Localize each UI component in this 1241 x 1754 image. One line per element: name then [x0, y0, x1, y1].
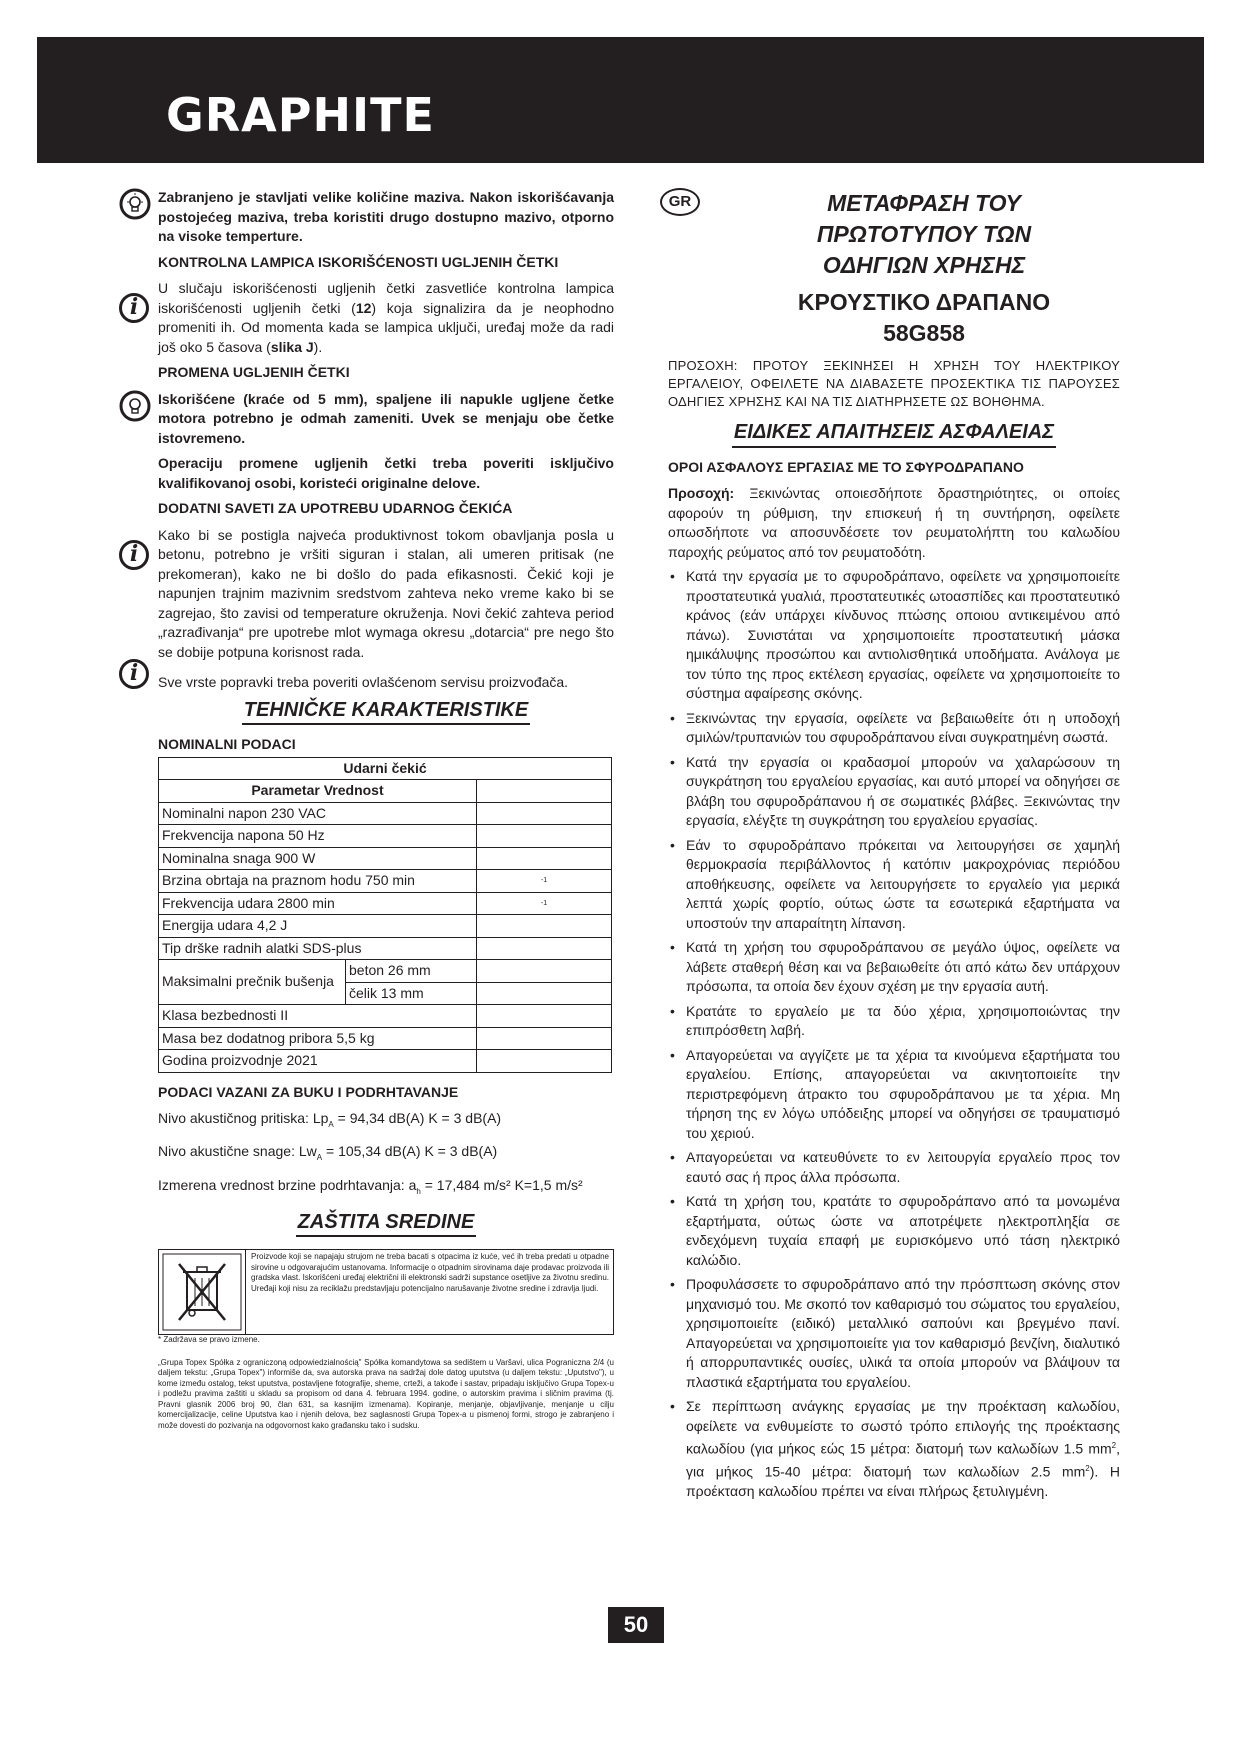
table-row: Nominalni napon 230 VAC	[159, 802, 612, 825]
info-icon: i	[119, 293, 149, 323]
lamp-block	[129, 279, 615, 357]
lube-note: Zabranjeno je stavljati velike količine maziva. Nakon iskorišćavanja postojećeg maziva, treba koristiti drugo dostupno mazivo, otporno na visoke temperture.	[158, 189, 614, 244]
tips-paragraph: Kako bi se postigla najveća produktivnost tokom obavljanja posla u betonu, potrebno je vršiti siguran i stalan, ali umeren pritisak (ne prekomeran), kako ne bi došlo do pada efikasnosti. Čekić koji je napunjen trajnim mazivnim sredstvom zahteva neko vreme kako bi se zagrejao, što zavisi od temperature okruženja. Novi čekić zahteva period „razrađivanja“ pre upotrebe mlot wymaga okresu „dotarcia“ pre nego što se dobije potpuna korisnost rada.	[158, 526, 614, 660]
table-row: Maksimalni prečnik bušenja beton 26 mm	[159, 960, 612, 983]
table-row: Nominalna snaga 900 W	[159, 847, 612, 870]
service-block	[129, 660, 614, 693]
table-row: Tip drške radnih alatki SDS-plus	[159, 937, 612, 960]
safety-list	[668, 567, 1120, 1502]
safety-title: ΕΙΔΙΚΕΣ ΑΠΑΙΤΗΣΕΙΣ ΑΣΦΑΛΕΙΑΣ	[668, 423, 1120, 448]
list-item: • Κατά τη χρήση του σφυροδράπανου σε μεγάλο ύψος, οφείλετε να λάβετε σταθερή θέση και να βεβαιωθείτε ότι από κάτω δεν υπάρχουν πρόσωπα, τα οποία δεν έχουν σχέση με την εργασία αυτή.	[686, 938, 1120, 997]
brand-logo: GRAPHITE	[166, 88, 435, 142]
lightbulb-icon	[119, 390, 151, 428]
service-paragraph: Sve vrste popravki treba poveriti ovlašćenom servisu proizvođača.	[158, 674, 569, 690]
vibration: Izmerena vrednost brzine podrhtavanja: $a_h = 17,484$ m/s² K=1,5 m/s²	[158, 1176, 583, 1196]
lamp-heading: KONTROLNA LAMPICA ISKORIŠĆENOSTI UGLJENIH ČETKI	[158, 253, 559, 270]
product-title: ΚΡΟΥΣΤΙΚΟ ΔΡΑΠΑΝΟ 58G858	[797, 289, 1051, 346]
table-header: Parametar Vrednost	[159, 780, 477, 803]
warning-text: ΠΡΟΣΟΧΗ: ΠΡΟΤΟΥ ΞΕΚΙΝΗΣΕΙ Η ΧΡΗΣΗ ΤΟΥ ΗΛΕΚΤΡΙΚΟΥ ΕΡΓΑΛΕΙΟΥ, ΟΦΕΙΛΕΤΕ ΝΑ ΔΙΑΒΑΣΕΤΕ ΠΡΟΣΕΚΤΙΚΑ ΤΙΣ ΠΑΡΟΥΣΕΣ ΟΔΗΓΙΕΣ ΧΡΗΣΗΣ ΚΑΙ ΝΑ ΤΙΣ ΔΙΑΤΗΡΗΣΕΤΕ ΩΣ ΒΟΗΘΗΜΑ.	[668, 358, 1120, 409]
brush-paragraph: Iskorišćene (kraće od 5 mm), spaljene ili napukle ugljene četke motora potrebno je odmah zameniti. Uvek se menjaju obe četke istovremeno.	[158, 390, 614, 446]
terms-heading: ΟΡΟΙ ΑΣΦΑΛΟΥΣ ΕΡΓΑΣΙΑΣ ΜΕ ΤΟ ΣΦΥΡΟΔΡΑΠΑΝΟ	[668, 458, 1024, 475]
spec-table	[158, 757, 612, 1073]
noise-heading: PODACI VAZANI ZA BUKU I PODRHTAVANJE	[158, 1083, 459, 1100]
list-item: • Προφυλάσσετε το σφυροδράπανο από την πρόσπτωση σκόνης στον μηχανισμό του. Με σκοπό τον καθαρισμό του σώματος του εργαλείου, χρησιμοποιείτε (ειδικό) μεταλλικό σαπούνι και βρεγμένο πανί. Απαγορεύεται να χρησιμοποιείτε για τον καθαρισμό βενζίνη, διαλυτικό ή απορρυπαντικές ουσίες, υλικά τα οποία μπορούν να βλάψουν τα πλαστικά εξαρτήματα του εργαλείου.	[686, 1275, 1120, 1392]
tech-title: TEHNIČKE KARAKTERISTIKE	[158, 701, 614, 726]
weee-box	[158, 1249, 614, 1335]
table-row: Frekvencija napona 50 Hz	[159, 825, 612, 848]
noise-power: Nivo akustične snage: $Lw_A = 105,34$ dB(A) K = 3 dB(A)	[158, 1143, 498, 1163]
list-item: • Κατά τη χρήση του, κρατάτε το σφυροδράπανο από τα μονωμένα εξαρτήματα, ούτως ώστε να αποτρέψετε ηλεκτροπληξία σε ενδεχόμενη τυχαία επαφή με ευρισκόμενο υπό τάση ηλεκτρικό καλώδιο.	[686, 1192, 1120, 1270]
env-text: Proizvode koji se napajaju strujom ne treba bacati s otpacima iz kuće, već ih treba predati u otpadne sirovine u odgovarajućim ustanovama. Informacije o otpadnim sirovinama daje prodavac proizvoda ili gradska vlast. Iskorišćeni uređaj električni ili elektronski sadrži supstance osetljive za životnu sredinu. Uređaji koji nisu za reciklažu predstavljaju potencijalno narušavanje životne sredine i zdravlja ljudi.	[251, 1252, 609, 1293]
table-row: Klasa bezbednosti II	[159, 1005, 612, 1028]
list-item: • Κρατάτε το εργαλείο με τα δύο χέρια, χρησιμοποιώντας την επιπρόσθετη λαβή.	[686, 1002, 1120, 1041]
left-column	[129, 188, 615, 1431]
list-item: • Κατά την εργασία με το σφυροδράπανο, οφείλετε να χρησιμοποιείτε προστατευτικά γυαλιά, προστατευτικές ωτοασπίδες και προστατευτικό κράνος (εάν υπάρχει κίνδυνος πτώσης οποιου αντικειμένου από πάνω). Συνιστάται να χρησιμοποιείτε προστατευτική μάσκα ημικάλυψης προσώπου και αντιολισθητικά υποδήματα. Ανάλογα με τον τύπο της προς εκτέλεση εργασίας, οφείλετε να χρησιμοποιείτε το σύστημα αφαίρεσης σκόνης.	[686, 567, 1120, 704]
env-title: ZAŠTITA SREDINE	[158, 1213, 614, 1238]
table-row: Masa bez dodatnog pribora 5,5 kg	[159, 1027, 612, 1050]
language-badge: GR	[660, 188, 700, 216]
attention-paragraph: Προσοχή: Ξεκινώντας οποιεσδήποτε δραστηριότητες, οι οποίες αφορούν τη ρύθμιση, την επισκευή ή τη συντήρηση, οφείλετε οπωσδήποτε να αποσυνδέσετε τον ρευματολήπτη του καλωδίου παροχής ρεύματος από τον ρευματοδότη.	[668, 485, 1120, 560]
list-item: • Ξεκινώντας την εργασία, οφείλετε να βεβαιωθείτε ότι η υποδοχή σμιλών/τρυπανιών του σφυροδράπανου είναι συγκρατημένη σωστά.	[686, 709, 1120, 748]
table-row: Energija udara 4,2 J	[159, 915, 612, 938]
brush-heading: PROMENA UGLJENIH ČETKI	[158, 364, 350, 380]
table-row: Godina proizvodnje 2021	[159, 1050, 612, 1073]
info-icon: i	[119, 540, 149, 570]
table-row: Frekvencija udara 2800 min -1	[159, 892, 612, 915]
info-icon: i	[119, 659, 149, 689]
list-item: • Κατά την εργασία οι κραδασμοί μπορούν να χαλαρώσουν τη συγκράτηση του εργαλείου εργασίας, και αυτό μπορεί να οδηγήσει σε βλάβη του σφυροδράπανου ή σε σωματικές βλάβες. Ξεκινώντας την εργασία, ελέγξτε τη συγκράτηση του εργαλείου εργασίας.	[686, 753, 1120, 831]
table-row: čelik 13 mm	[159, 982, 612, 1005]
noise-pressure: Nivo akustičnog pritiska: $Lp_A = 94,34$ dB(A) K = 3 dB(A)	[158, 1110, 502, 1129]
page-number: 50	[608, 1607, 664, 1643]
legal-text: „Grupa Topex Spółka z ograniczoną odpowiedzialnością" Spółka komandytowa sa sedištem u Varšavi, ulica Pograniczna 2/4 (u daljem tekstu: „Grupa Topex") informiše da, sva autorska prava na sadržaj dole datog uputstva (u daljem tekstu: „Uputstvo"), u kome između ostalog, tekst uputstva, postavljene fotografije, sheme, crteži, a takođe i sastav, pripadaju isključivo Grupa Topex-u i podležu pravima zaštiti u skladu sa propisom od dana 4. februara 1994. godine, o autorskim pravima i sličnim pravima (tj. Pravni glasnik 2006 broj 90, član 631, sa kasnijim izmenama). Kopiranje, menjanje, objavljivanje, menjanje u cilju komercijalizacije, celine Uputstva kao i njenih delova, bez saglasnosti Grupa Topex-a u pismenoj formi, strogo je zabranjeno i može dovesti do pozivanja na odgovornost kako građansku tako i sudsku.	[158, 1357, 614, 1430]
tips-block	[129, 526, 614, 663]
list-item: • Απαγορεύεται να αγγίζετε με τα χέρια τα κινούμενα εξαρτήματα του εργαλείου. Επίσης, απαγορεύεται να ακινητοποιείτε την περιστρεφόμενη άτρακτο του σφυροδράπανου με τα χέρια. Μη τήρηση της εν λόγω υπόδειξης μπορεί να οδηγήσει σε τραυματισμό του χεριού.	[686, 1046, 1120, 1144]
brush-block	[158, 390, 614, 449]
right-column	[668, 188, 1120, 1507]
list-item: • Απαγορεύεται να κατευθύνετε το εν λειτουργία εργαλείο προς τον εαυτό σας ή προς άλλα πρόσωπα.	[686, 1148, 1120, 1187]
lightbulb-icon	[119, 188, 151, 226]
manual-title: ΜΕΤΑΦΡΑΣΗ ΤΟΥ ΠΡΩΤΟΤΥΠΟΥ ΤΩΝ ΟΔΗΓΙΩΝ ΧΡΗΣΗΣ	[816, 190, 1032, 278]
reserve-note: * Zadržava se pravo izmene.	[158, 1335, 260, 1345]
table-row: Brzina obrtaja na praznom hodu 750 min -1	[159, 870, 612, 893]
tips-heading: DODATNI SAVETI ZA UPOTREBU UDARNOG ČEKIĆA	[158, 500, 513, 516]
brush-paragraph-2: Operaciju promene ugljenih četki treba poveriti isključivo kvalifikovanoj osobi, koristeći originalne delove.	[158, 455, 614, 491]
wheelie-bin-icon	[159, 1250, 246, 1334]
lamp-paragraph: U slučaju iskorišćenosti ugljenih četki zasvetliće kontrolna lampica iskorišćenosti ugljenih četki (12) koja signalizira da je neophodno promeniti ih. Od momenta kada se lampica uključi, uređaj može da radi još oko 5 časova (slika J).	[158, 280, 615, 355]
table-title: Udarni čekić	[159, 757, 612, 780]
list-item: • Σε περίπτωση ανάγκης εργασίας με την προέκταση καλωδίου, οφείλετε να ενθυμείστε το σωστό τρόπο επιλογής της προέκτασης καλωδίου (για μήκος εώς 15 μέτρα: διατομή των καλωδίων 1.5 $mm^2$, για μήκος 15-40 μέτρα: διατομή των καλωδίων 2.5 $mm^2$). Η προέκταση καλωδίου πρέπει να είναι πλήρως ξετυλιγμένη.	[686, 1397, 1120, 1502]
list-item: • Εάν το σφυροδράπανο πρόκειται να λειτουργήσει σε χαμηλή θερμοκρασία περιβάλλοντος ή κατόπιν μακροχρόνιας περιόδου αποθήκευσης, οφείλετε να λειτουργήσετε το εργαλείο για μερικά λεπτά χωρίς φορτίο, ούτως ώστε τα εσωτερικά εξαρτήματα να υποστούν την απαραίτητη λίπανση.	[686, 836, 1120, 934]
lube-block	[158, 188, 614, 247]
nominal-heading: NOMINALNI PODACI	[158, 736, 296, 752]
